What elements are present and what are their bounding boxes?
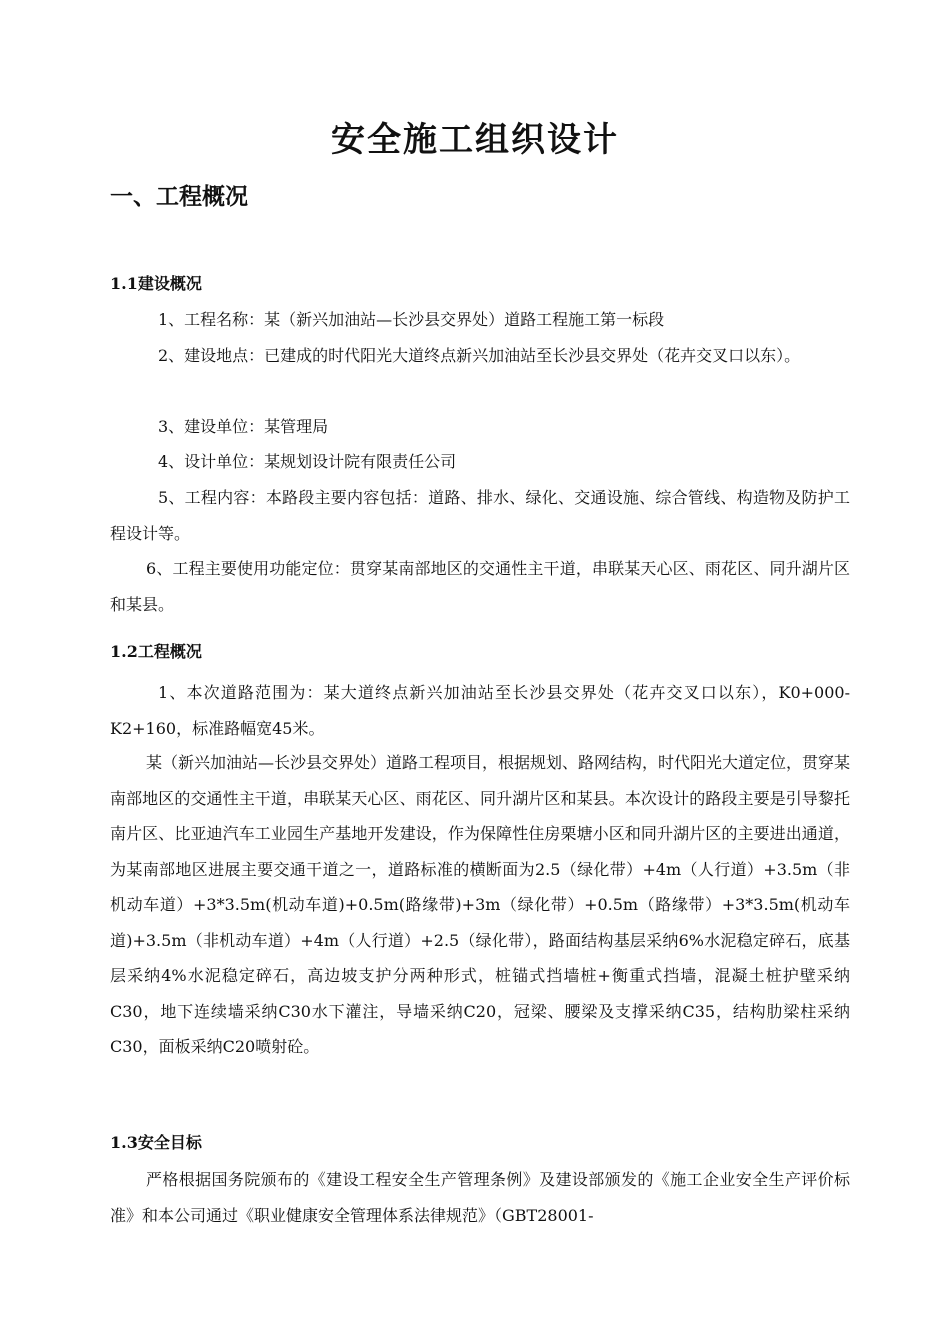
section-heading-overview: 一、工程概况 <box>110 183 248 210</box>
item-project-name: 1、工程名称：某（新兴加油站—长沙县交界处）道路工程施工第一标段 <box>158 310 665 329</box>
item-function-positioning: 6、工程主要使用功能定位：贯穿某南部地区的交通性主干道，串联某天心区、雨花区、同升湖片区和某县。 <box>110 559 850 614</box>
item-design-unit: 4、设计单位：某规划设计院有限责任公司 <box>158 452 457 471</box>
item-construction-unit: 3、建设单位：某管理局 <box>158 417 329 436</box>
item-project-content: 5、工程内容：本路段主要内容包括：道路、排水、绿化、交通设施、综合管线、构造物及防护工程设计等。 <box>110 488 850 543</box>
item-construction-site: 2、建设地点：已建成的时代阳光大道终点新兴加油站至长沙县交界处（花卉交叉口以东）。 <box>158 346 801 365</box>
paragraph-road-scope: 1、本次道路范围为：某大道终点新兴加油站至长沙县交界处（花卉交叉口以东），K0+000-K2+160，标准路幅宽45米。 <box>110 683 850 738</box>
subsection-heading-safety-goal: 1.3安全目标 <box>110 1133 202 1152</box>
subsection-heading-project-overview: 1.2工程概况 <box>110 642 202 661</box>
paragraph-safety-goal: 严格根据国务院颁布的《建设工程安全生产管理条例》及建设部颁发的《施工企业安全生产评价标准》和本公司通过《职业健康安全管理体系法律规范》（GBT28001- <box>110 1170 850 1225</box>
document-title: 安全施工组织设计 <box>331 120 619 160</box>
subsection-heading-construction-overview: 1.1建设概况 <box>110 274 202 293</box>
paragraph-project-description: 某（新兴加油站—长沙县交界处）道路工程项目，根据规划、路网结构，时代阳光大道定位，贯穿某南部地区的交通性主干道，串联某天心区、雨花区、同升湖片区和某县。本次设计的路段主要是引导黎托南片区、比亚迪汽车工业园生产基地开发建设，作为保障性住房栗塘小区和同升湖片区的主要进出通道，为某南部地区进展主要交通干道之一，道路标准的横断面为2.5（绿化带）+4m（人行道）+3.5m（非机动车道）+3*3.5m(机动车道)+0.5m(路缘带)+3m（绿化带）+0.5m（路缘带）+3*3.5m(机动车道)+3.5m（非机动车道）+4m（人行道）+2.5（绿化带），路面结构基层采纳6%水泥稳定碎石，底基层采纳4%水泥稳定碎石，高边坡支护分两种形式，桩锚式挡墙桩+衡重式挡墙，混凝土桩护壁采纳C30，地下连续墙采纳C30水下灌注，导墙采纳C20，冠梁、腰梁及支撑采纳C35，结构肋梁柱采纳C30，面板采纳C20喷射砼。 <box>110 753 851 1056</box>
